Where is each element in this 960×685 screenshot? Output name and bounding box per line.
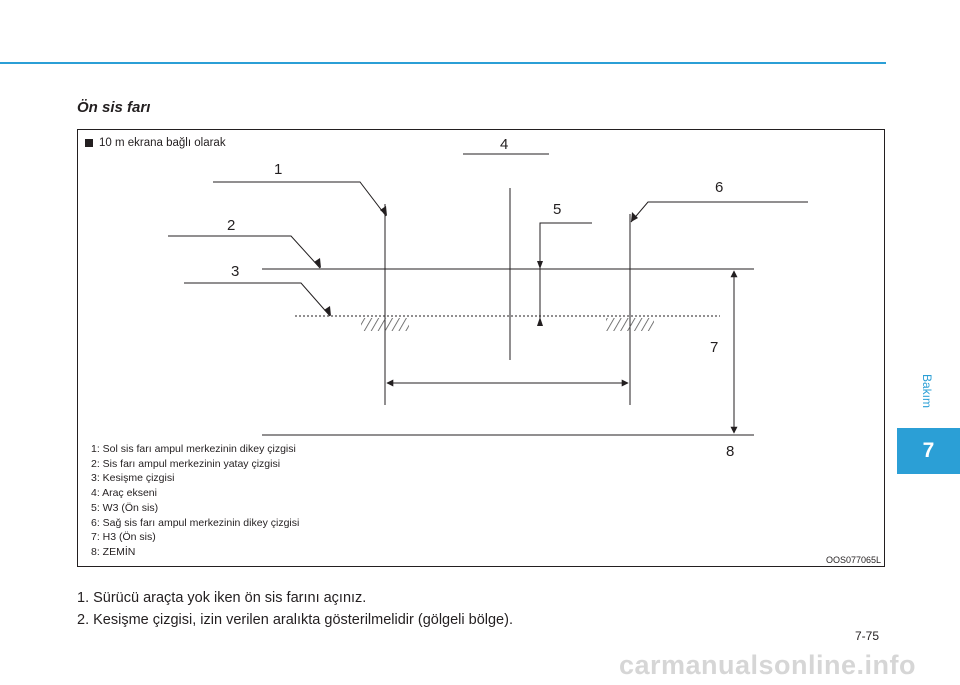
callout-arrow-1 — [380, 206, 387, 216]
callout-number-3: 3 — [231, 263, 240, 280]
step-item: 1. Sürücü araçta yok iken ön sis farını açınız. — [77, 590, 367, 606]
legend-item: 6: Sağ sis farı ampul merkezinin dikey çizgisi — [91, 516, 300, 529]
callout-number-2: 2 — [227, 217, 236, 234]
figure-frame — [77, 129, 885, 567]
legend-item: 1: Sol sis farı ampul merkezinin dikey çizgisi — [91, 443, 296, 455]
section-title: Ön sis farı — [77, 99, 151, 116]
callout-leader-1 — [213, 182, 386, 216]
step-item: 2. Kesişme çizgisi, izin verilen aralıkta gösterilmelidir (gölgeli bölge). — [77, 612, 513, 628]
legend-item: 3: Kesişme çizgisi — [91, 472, 175, 485]
watermark: carmanualsonline.info — [618, 650, 916, 680]
hatched-zone-right — [606, 318, 654, 331]
legend-item: 5: W3 (Ön sis) — [91, 501, 159, 514]
page-number: 7-75 — [855, 629, 880, 643]
callout-leader-6 — [631, 202, 808, 222]
callout-number-4: 4 — [500, 136, 509, 153]
callout-leader-5 — [540, 223, 592, 268]
chapter-tab: 7 — [897, 428, 960, 474]
w3-arrow-bottom — [537, 317, 543, 326]
legend-item: 8: ZEMİN — [91, 545, 136, 558]
callout-number-7: 7 — [710, 339, 719, 356]
callout-number-8: 8 — [726, 443, 735, 460]
hatched-zone-left — [361, 318, 409, 331]
callout-number-1: 1 — [274, 161, 283, 178]
callout-arrow-6 — [631, 212, 638, 222]
instruction-steps — [77, 587, 513, 631]
callout-number-6: 6 — [715, 179, 724, 196]
legend-item: 7: H3 (Ön sis) — [91, 531, 156, 544]
callout-leader-2 — [168, 236, 320, 268]
callout-leader-3 — [184, 283, 330, 316]
figure-legend — [91, 442, 299, 560]
figure-caption-text: 10 m ekrana bağlı olarak — [99, 137, 226, 149]
figure-code: OOS077065L — [825, 555, 881, 565]
legend-item: 2: Sis farı ampul merkezinin yatay çizgisi — [91, 457, 281, 470]
w3-arrow-top — [537, 261, 543, 269]
legend-item: 4: Araç ekseni — [91, 487, 157, 500]
header-rule — [0, 62, 886, 64]
callout-number-5: 5 — [553, 201, 562, 218]
section-side-label: Bakım — [920, 373, 935, 409]
